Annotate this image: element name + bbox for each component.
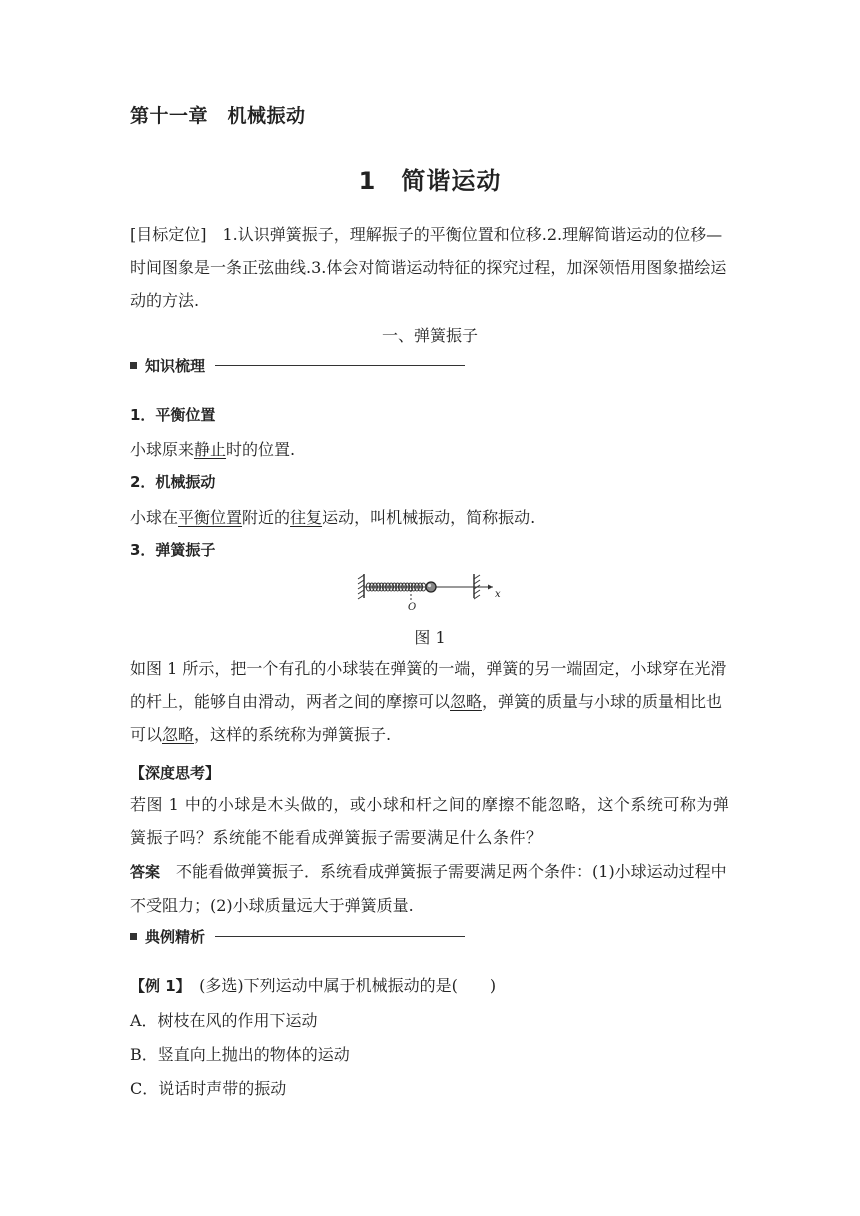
item2-underlined-1: 平衡位置 [178,508,243,527]
fig-para-underlined-2: 忽略 [162,725,195,744]
objective-label: [目标定位] [130,225,207,244]
figure-caption: 图 1 [414,628,446,647]
item2-post: 运动，叫机械振动，简称振动. [322,508,536,527]
answer-label: 答案 [130,863,161,881]
item1-underlined: 静止 [194,440,227,459]
knowledge-band [130,354,465,376]
item2-pre: 小球在 [130,508,179,527]
item1-post: 时的位置. [226,440,296,459]
item2-text [130,505,535,528]
answer-text: 不能看做弹簧振子．系统看成弹簧振子需要满足两个条件：(1)小球运动过程中不受阻力；(2)小球质量远大于弹簧质量. [130,862,727,915]
chapter-heading: 第十一章 机械振动 [130,105,306,127]
item2-title: 2．机械振动 [130,473,216,491]
item1-text [130,437,295,460]
deep-think-answer [130,855,732,922]
fig-para-underlined-1: 忽略 [450,692,483,711]
objective-paragraph [130,218,732,317]
origin-label: O [408,602,417,613]
item2-mid: 附近的 [242,508,291,527]
objective-text: 1.认识弹簧振子，理解振子的平衡位置和位移.2.理解简谐运动的位移—时间图象是一条正弦曲线.3.体会对简谐运动特征的探究过程，加深领悟用图象描绘运动的方法. [130,225,727,310]
figure-description [130,652,732,751]
option-b: B．竖直向上抛出的物体的运动 [130,1045,350,1064]
deep-think-title: 【深度思考】 [130,764,221,782]
example1-question [130,973,496,996]
example-band-label: 典例精析 [145,927,206,946]
square-bullet-icon [130,362,137,369]
fig-para-part3: ，这样的系统称为弹簧振子. [194,725,392,744]
example1-label: 【例 1】 [130,977,184,995]
fig-para-part2: ，弹簧的质量与小球的质量相比也可以 [130,692,723,744]
knowledge-band-label: 知识梳理 [145,356,206,375]
item3-title: 3．弹簧振子 [130,541,216,559]
example-band [130,925,465,947]
part1-heading: 一、弹簧振子 [381,326,478,345]
deep-think-question: 若图 1 中的小球是木头做的，或小球和杆之间的摩擦不能忽略，这个系统可称为弹簧振子吗？系统能不能看成弹簧振子需要满足什么条件？ [130,795,730,847]
example1-question-text: (多选)下列运动中属于机械振动的是( ) [183,976,497,995]
item1-pre: 小球原来 [130,440,195,459]
section-title: 1 简谐运动 [358,167,502,195]
fig-para-part1: 如图 1 所示，把一个有孔的小球装在弹簧的一端，弹簧的另一端固定，小球穿在光滑的杆上，能够自由滑动，两者之间的摩擦可以 [130,659,727,711]
band-rule [215,936,465,937]
item1-title: 1．平衡位置 [130,406,216,424]
square-bullet-icon [130,933,137,940]
spring-oscillator-figure [355,570,505,616]
option-a: A．树枝在风的作用下运动 [130,1011,318,1030]
x-axis-label: x [495,589,501,600]
item2-underlined-2: 往复 [290,508,323,527]
spring-diagram [355,570,505,616]
option-c: C．说话时声带的振动 [130,1079,287,1098]
band-rule [215,365,465,366]
